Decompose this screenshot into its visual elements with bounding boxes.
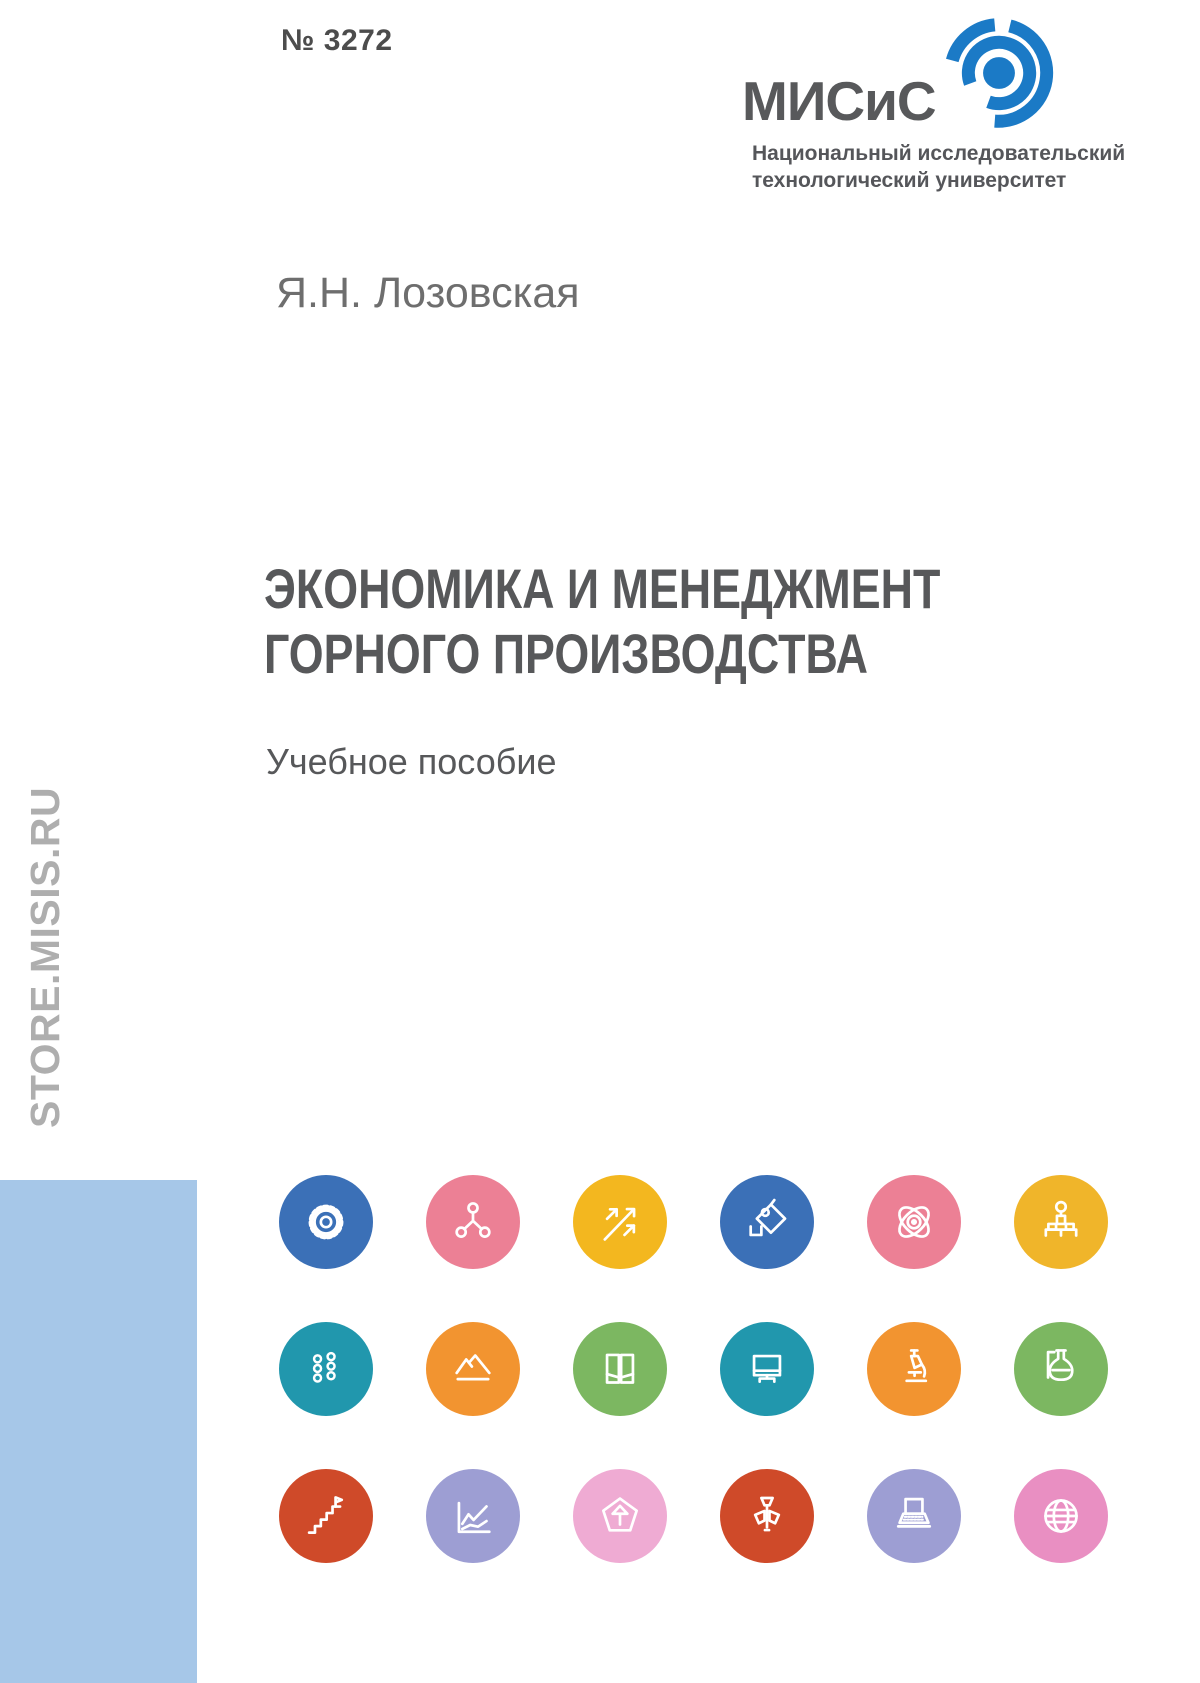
book-title-line1: ЭКОНОМИКА И МЕНЕДЖМЕНТ <box>264 557 941 620</box>
growth-arrows-icon <box>593 1195 647 1249</box>
icon-cell-flask-icon <box>1014 1322 1108 1416</box>
laptop-icon <box>887 1489 941 1543</box>
icon-cell-stairs-icon <box>279 1469 373 1563</box>
book-subtitle: Учебное пособие <box>266 741 557 782</box>
pills-icon <box>299 1342 353 1396</box>
icon-cell-mountains-icon <box>426 1322 520 1416</box>
icon-cell-pills-icon <box>279 1322 373 1416</box>
atom-icon <box>887 1195 941 1249</box>
book-title <box>264 556 1109 686</box>
issue-number: № 3272 <box>281 24 393 57</box>
icon-cell-growth-arrows-icon <box>573 1175 667 1269</box>
molecule-icon <box>446 1195 500 1249</box>
stairs-icon <box>299 1489 353 1543</box>
icon-cell-drill-icon <box>720 1469 814 1563</box>
sidebar-blue-bar <box>0 1180 197 1683</box>
line-chart-icon <box>446 1489 500 1543</box>
icon-cell-monitor-icon <box>720 1322 814 1416</box>
icon-cell-pentagon-icon <box>573 1469 667 1563</box>
icon-cell-laptop-icon <box>867 1469 961 1563</box>
icon-cell-microscope-icon <box>867 1322 961 1416</box>
misis-caption-line1: Национальный исследовательский <box>752 142 1126 165</box>
icon-grid <box>279 1175 1108 1563</box>
icon-cell-atom-icon <box>867 1175 961 1269</box>
misis-spiral-icon <box>940 14 1058 132</box>
pentagon-icon <box>593 1489 647 1543</box>
misis-caption-line2: технологический университет <box>752 168 1067 192</box>
book-title-line2: ГОРНОГО ПРОИЗВОДСТВА <box>264 622 868 685</box>
drill-icon <box>740 1489 794 1543</box>
misis-logo-caption <box>752 141 1125 194</box>
icon-cell-hierarchy-icon <box>1014 1175 1108 1269</box>
store-vertical-text: STORE.MISIS.RU <box>22 786 68 1128</box>
flask-icon <box>1034 1342 1088 1396</box>
globe-icon <box>1034 1489 1088 1543</box>
monitor-icon <box>740 1342 794 1396</box>
icon-cell-open-book-icon <box>573 1322 667 1416</box>
mountains-icon <box>446 1342 500 1396</box>
icon-cell-globe-icon <box>1014 1469 1108 1563</box>
icon-cell-line-chart-icon <box>426 1469 520 1563</box>
gear-icon <box>299 1195 353 1249</box>
icon-cell-gear-icon <box>279 1175 373 1269</box>
icon-cell-molecule-icon <box>426 1175 520 1269</box>
microscope-icon <box>887 1342 941 1396</box>
author-name: Я.Н. Лозовская <box>276 269 580 317</box>
misis-logo-text: МИСиС <box>742 70 936 132</box>
pouring-ladle-icon <box>740 1195 794 1249</box>
icon-cell-pouring-ladle-icon <box>720 1175 814 1269</box>
hierarchy-icon <box>1034 1195 1088 1249</box>
open-book-icon <box>593 1342 647 1396</box>
